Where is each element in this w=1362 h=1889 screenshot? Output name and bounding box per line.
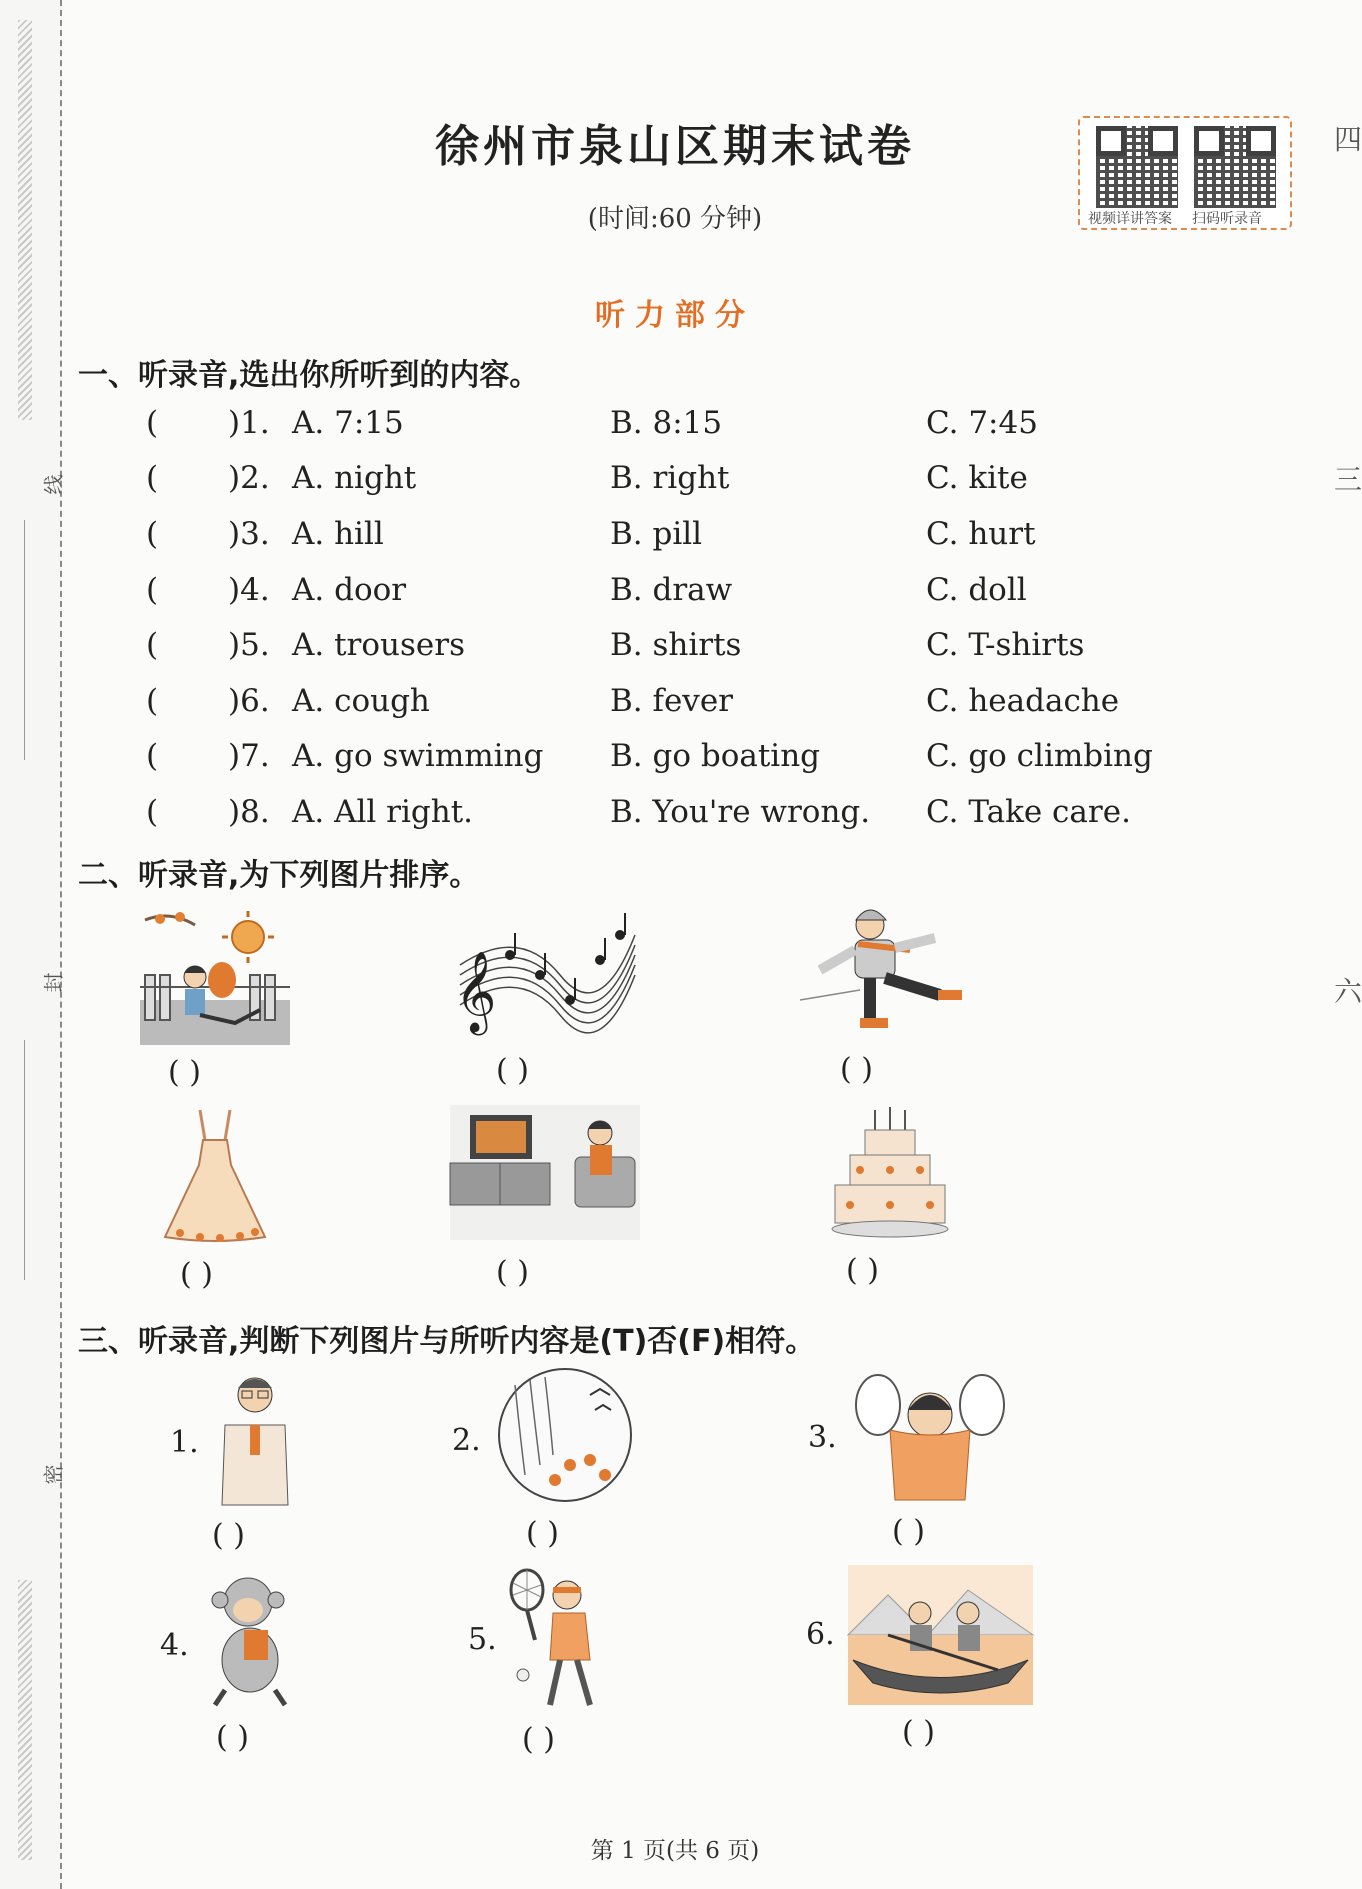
option-a: A. night	[292, 460, 417, 496]
qr-code-audio[interactable]	[1194, 126, 1276, 208]
margin-label-line: 线	[41, 474, 66, 495]
option-c: C. Take care.	[926, 794, 1131, 830]
answer-blank[interactable]: ( )	[212, 1518, 245, 1553]
item-number: 2.	[452, 1423, 481, 1458]
option-c: C. go climbing	[926, 738, 1153, 774]
part1-heading: 一、听录音,选出你所听到的内容。	[78, 358, 540, 393]
svg-text:𝄞: 𝄞	[455, 950, 497, 1032]
page-title: 徐州市泉山区期末试卷	[435, 121, 915, 172]
answer-blank[interactable]: ( )	[840, 1052, 873, 1087]
option-a: A. 7:15	[292, 405, 404, 441]
answer-paren[interactable]: (	[146, 794, 159, 830]
part2-heading: 二、听录音,为下列图片排序。	[78, 858, 480, 893]
question-number: )3.	[228, 516, 270, 552]
option-c: C. hurt	[926, 516, 1036, 552]
question-number: )5.	[228, 627, 270, 663]
birthday-cake-picture	[830, 1105, 950, 1245]
name-line	[24, 520, 25, 760]
option-b: B. shirts	[610, 627, 742, 663]
option-c: C. doll	[926, 572, 1027, 608]
item-number: 3.	[808, 1420, 837, 1455]
option-c: C. 7:45	[926, 405, 1038, 441]
margin-label-seal: 封	[41, 972, 66, 993]
answer-paren[interactable]: (	[146, 405, 159, 441]
section-title-listening: 听力部分	[595, 298, 755, 333]
answer-paren[interactable]: (	[146, 572, 159, 608]
monkey-picture	[200, 1570, 300, 1710]
option-b: B. You're wrong.	[610, 794, 871, 830]
answer-paren[interactable]: (	[146, 460, 159, 496]
answer-blank[interactable]: ( )	[496, 1053, 529, 1088]
next-page-fragment: 四	[1334, 123, 1362, 156]
option-c: C. headache	[926, 683, 1120, 719]
option-b: B. right	[610, 460, 730, 496]
option-a: A. hill	[292, 516, 384, 552]
answer-blank[interactable]: ( )	[526, 1516, 559, 1551]
qr-code-video[interactable]	[1096, 126, 1178, 208]
option-a: A. All right.	[292, 794, 474, 830]
answer-blank[interactable]: ( )	[846, 1253, 879, 1288]
option-b: B. fever	[610, 683, 733, 719]
answer-paren[interactable]: (	[146, 516, 159, 552]
page-number: 第 1 页(共 6 页)	[590, 1838, 760, 1864]
answer-blank[interactable]: ( )	[892, 1514, 925, 1549]
music-notes-picture	[450, 905, 640, 1045]
answer-blank[interactable]: ( )	[902, 1715, 935, 1750]
autumn-picnic-picture	[140, 905, 290, 1045]
option-c: C. kite	[926, 460, 1028, 496]
option-a: A. cough	[292, 683, 430, 719]
doctor-picture	[210, 1370, 300, 1510]
hatch-stripe	[18, 1580, 32, 1860]
answer-paren[interactable]: (	[146, 683, 159, 719]
next-page-fragment: 六	[1334, 975, 1362, 1008]
item-number: 4.	[160, 1628, 189, 1663]
option-a: A. go swimming	[292, 738, 544, 774]
binding-margin	[0, 0, 66, 1889]
spring-willow-picture	[495, 1365, 635, 1505]
waving-girl-picture	[850, 1365, 1010, 1505]
question-number: )4.	[228, 572, 270, 608]
question-number: )7.	[228, 738, 270, 774]
option-b: B. pill	[610, 516, 703, 552]
boating-picture	[848, 1565, 1033, 1705]
question-number: )2.	[228, 460, 270, 496]
item-number: 5.	[468, 1622, 497, 1657]
option-b: B. go boating	[610, 738, 821, 774]
margin-label-dense: 密	[41, 1464, 66, 1485]
option-c: C. T-shirts	[926, 627, 1085, 663]
dress-picture	[155, 1105, 275, 1245]
answer-blank[interactable]: ( )	[216, 1720, 249, 1755]
part3-heading: 三、听录音,判断下列图片与所听内容是(T)否(F)相符。	[78, 1324, 816, 1359]
answer-paren[interactable]: (	[146, 738, 159, 774]
option-b: B. 8:15	[610, 405, 723, 441]
item-number: 6.	[806, 1617, 835, 1652]
question-number: )1.	[228, 405, 270, 441]
next-page-fragment: 三	[1334, 463, 1362, 496]
item-number: 1.	[170, 1425, 199, 1460]
question-number: )6.	[228, 683, 270, 719]
option-b: B. draw	[610, 572, 733, 608]
option-a: A. door	[292, 572, 407, 608]
answer-blank[interactable]: ( )	[522, 1722, 555, 1757]
watching-tv-picture	[450, 1105, 640, 1240]
question-number: )8.	[228, 794, 270, 830]
answer-blank[interactable]: ( )	[168, 1055, 201, 1090]
answer-paren[interactable]: (	[146, 627, 159, 663]
tennis-girl-picture	[505, 1565, 605, 1710]
qr-code-panel	[1078, 116, 1292, 230]
option-a: A. trousers	[292, 627, 465, 663]
qr-caption-audio: 扫码听录音	[1192, 211, 1262, 227]
exam-time: (时间:60 分钟)	[587, 204, 763, 234]
answer-blank[interactable]: ( )	[496, 1255, 529, 1290]
class-line	[24, 1040, 25, 1280]
answer-blank[interactable]: ( )	[180, 1257, 213, 1292]
ice-skating-picture	[800, 900, 980, 1040]
qr-caption-video: 视频详讲答案	[1088, 211, 1172, 227]
